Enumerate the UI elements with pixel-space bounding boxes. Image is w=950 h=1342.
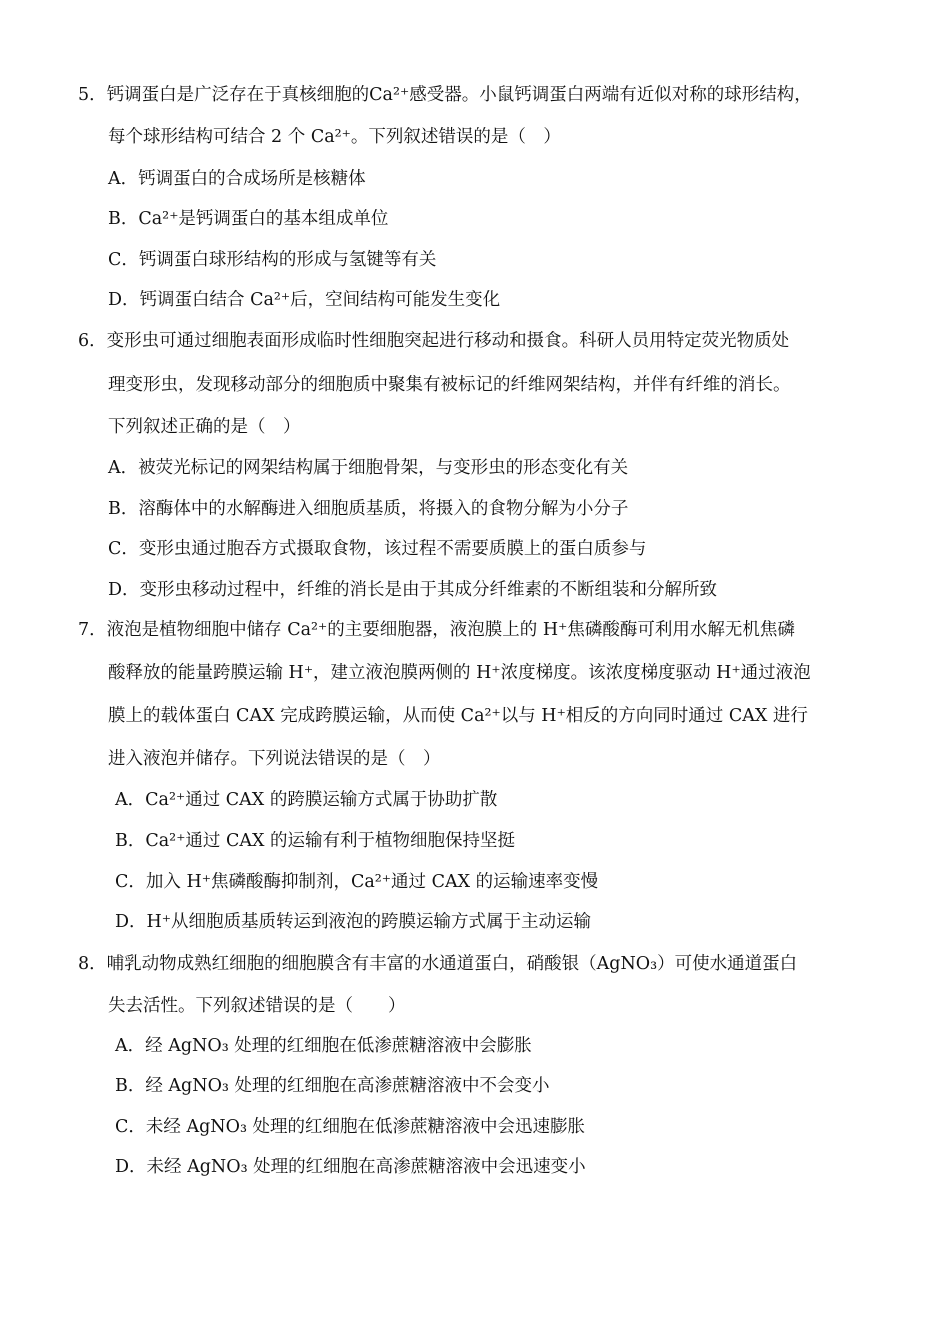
question-8-line-2: 失去活性。下列叙述错误的是（ ）	[108, 996, 406, 1016]
question-5-option-d: D．钙调蛋白结合 Ca²⁺后，空间结构可能发生变化	[108, 290, 501, 310]
question-8-option-b: B．经 AgNO₃ 处理的红细胞在高渗蔗糖溶液中不会变小	[115, 1076, 550, 1096]
question-7-option-d: D．H⁺从细胞质基质转运到液泡的跨膜运输方式属于主动运输	[115, 912, 592, 932]
question-7-line-3: 膜上的载体蛋白 CAX 完成跨膜运输，从而使 Ca²⁺以与 H⁺相反的方向同时通过 CAX 进行	[108, 706, 808, 726]
question-5-line-2: 每个球形结构可结合 2 个 Ca²⁺。下列叙述错误的是（ ）	[108, 127, 561, 147]
question-5-line-1: 5．钙调蛋白是广泛存在于真核细胞的Ca²⁺感受器。小鼠钙调蛋白两端有近似对称的球形结构，	[78, 85, 812, 105]
question-8-line-1: 8．哺乳动物成熟红细胞的细胞膜含有丰富的水通道蛋白，硝酸银（AgNO₃）可使水通道蛋白	[78, 954, 798, 974]
question-5-option-c: C．钙调蛋白球形结构的形成与氢键等有关	[108, 250, 437, 270]
question-7-line-2: 酸释放的能量跨膜运输 H⁺，建立液泡膜两侧的 H⁺浓度梯度。该浓度梯度驱动 H⁺通过液泡	[108, 663, 811, 683]
question-7-option-b: B．Ca²⁺通过 CAX 的运输有利于植物细胞保持坚挺	[115, 831, 516, 851]
question-8-option-c: C．未经 AgNO₃ 处理的红细胞在低渗蔗糖溶液中会迅速膨胀	[115, 1117, 586, 1137]
question-6-line-2: 理变形虫，发现移动部分的细胞质中聚集有被标记的纤维网架结构，并伴有纤维的消长。	[108, 375, 791, 395]
question-8-option-a: A．经 AgNO₃ 处理的红细胞在低渗蔗糖溶液中会膨胀	[115, 1036, 532, 1056]
question-6-line-1: 6．变形虫可通过细胞表面形成临时性细胞突起进行移动和摄食。科研人员用特定荧光物质处	[78, 331, 790, 351]
question-7-option-a: A．Ca²⁺通过 CAX 的跨膜运输方式属于协助扩散	[115, 790, 498, 810]
question-6-option-b: B．溶酶体中的水解酶进入细胞质基质，将摄入的食物分解为小分子	[108, 499, 629, 519]
question-7-line-4: 进入液泡并储存。下列说法错误的是（ ）	[108, 749, 441, 769]
question-5-option-a: A．钙调蛋白的合成场所是核糖体	[108, 169, 366, 189]
question-8-option-d: D．未经 AgNO₃ 处理的红细胞在高渗蔗糖溶液中会迅速变小	[115, 1157, 586, 1177]
question-6-option-a: A．被荧光标记的网架结构属于细胞骨架，与变形虫的形态变化有关	[108, 458, 629, 478]
question-7-option-c: C．加入 H⁺焦磷酸酶抑制剂，Ca²⁺通过 CAX 的运输速率变慢	[115, 872, 599, 892]
question-6-option-d: D．变形虫移动过程中，纤维的消长是由于其成分纤维素的不断组装和分解所致	[108, 580, 718, 600]
question-5-option-b: B．Ca²⁺是钙调蛋白的基本组成单位	[108, 209, 389, 229]
question-6-option-c: C．变形虫通过胞吞方式摄取食物，该过程不需要质膜上的蛋白质参与	[108, 539, 647, 559]
question-6-line-3: 下列叙述正确的是（ ）	[108, 417, 301, 437]
question-7-line-1: 7．液泡是植物细胞中储存 Ca²⁺的主要细胞器，液泡膜上的 H⁺焦磷酸酶可利用水解无机焦磷	[78, 620, 795, 640]
